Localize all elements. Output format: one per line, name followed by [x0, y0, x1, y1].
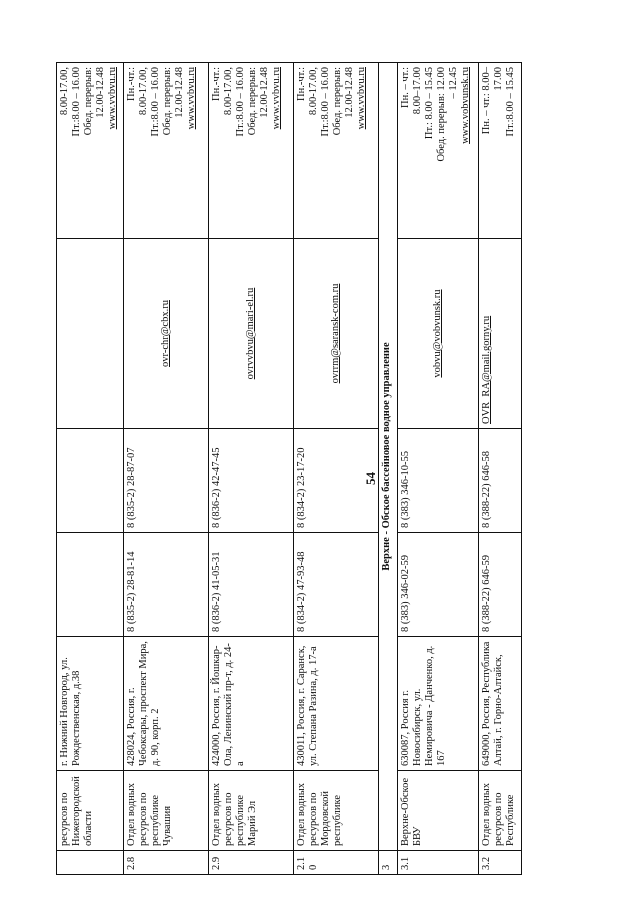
phone: 8 (834-2) 47-93-48 — [294, 533, 379, 637]
website-link[interactable]: www.vobvunsk.ru — [460, 67, 471, 144]
row-number: 3.1 — [398, 851, 479, 875]
address: 649000, Россия, Республика Алтай, г. Горно-Алтайск, — [479, 637, 522, 771]
website-link[interactable]: www.vvbvu.ru — [186, 67, 197, 130]
hours-line: Пт.:8.00 – 16.00 — [71, 67, 82, 137]
address: 424000, Россия, г. Йошкар-Ола, Ленинский пр-т, д. 24-а — [209, 637, 294, 771]
department-name: Отдел водных ресурсов по республике Чувашия — [124, 771, 209, 851]
fax: 8 (383) 346-10-55 — [398, 429, 479, 533]
fax: 8 (835-2) 28-87-07 — [124, 429, 209, 533]
table-row — [398, 63, 479, 875]
hours-line: 12.00-12.48 — [174, 67, 185, 118]
email-link[interactable]: ovrvvbvu@mari-el.ru — [209, 239, 294, 429]
hours-line: Пт.:8.00 – 16.00 — [150, 67, 161, 137]
department-name: Отдел водных ресурсов по республике Марий Эл — [209, 771, 294, 851]
row-number: 3 — [379, 851, 398, 875]
fax: 8 (834-2) 23-17-20 — [294, 429, 379, 533]
hours-line: Пн.-чт.: — [126, 67, 137, 101]
hours-line: 8.00–17.00 — [412, 67, 423, 115]
address: 630087, Россия г. Новосибирск, ул. Немировича - Данченко, д. 167 — [398, 637, 479, 771]
row-number: 3.2 — [479, 851, 522, 875]
section-heading: Верхне - Обское бассейновое водное управление — [379, 63, 398, 851]
table-row — [124, 63, 209, 875]
hours-line: 8.00-17.00, — [138, 67, 149, 116]
email-link[interactable] — [57, 239, 124, 429]
phone — [57, 533, 124, 637]
working-hours — [57, 63, 124, 239]
table-row — [294, 63, 379, 875]
table-row — [479, 63, 522, 875]
email-link[interactable]: ovrrm@saransk-com.ru — [294, 239, 379, 429]
department-name: Отдел водных ресурсов по Республике — [479, 771, 522, 851]
email-link[interactable]: vobvu@vobvunsk.ru — [398, 239, 479, 429]
working-hours — [294, 63, 379, 239]
hours-line: Обед. перерыв: — [332, 67, 343, 136]
rotated-page — [20, 45, 516, 885]
page-number: 54 — [363, 472, 378, 485]
hours-line: Пт.:8.00 – 16.00 — [235, 67, 246, 137]
fax: 8 (836-2) 42-47-45 — [209, 429, 294, 533]
hours-line: Пт.:8.00 – 16.00 — [320, 67, 331, 137]
hours-line: 12.00-12.48 — [95, 67, 106, 118]
website-link[interactable]: www.vvbvu.ru — [356, 67, 367, 130]
working-hours — [398, 63, 479, 239]
hours-line: – 12.45 — [448, 67, 459, 99]
hours-line: Обед. перерыв: — [83, 67, 94, 136]
section-row — [379, 63, 398, 875]
phone: 8 (383) 346-02-59 — [398, 533, 479, 637]
fax: 8 (388-22) 646-58 — [479, 429, 522, 533]
hours-line: 8.00-17.00, — [223, 67, 234, 116]
table-row — [57, 63, 124, 875]
contacts-table — [56, 62, 522, 875]
hours-line: Пт.: 8.00 – 15.45 — [424, 67, 435, 140]
department-name: Отдел водных ресурсов по Мордовской республике — [294, 771, 379, 851]
department-name: Верхне-Обское БВУ — [398, 771, 479, 851]
address: 428024, Россия, г. Чебоксары, проспект Мира, д. 90, корп. 2 — [124, 637, 209, 771]
working-hours — [209, 63, 294, 239]
website-link[interactable]: www.vvbvu.ru — [271, 67, 282, 130]
hours-line: Пт.:8.00 – 15.45 — [505, 67, 516, 137]
department-name: ресурсов по Нижегородской области — [57, 771, 124, 851]
phone: 8 (836-2) 41-05-31 — [209, 533, 294, 637]
hours-line: Пн.-чт.: — [296, 67, 307, 101]
row-number: 2.10 — [294, 851, 379, 875]
hours-line: Пн. – чт.: 8.00– — [481, 67, 492, 135]
hours-line: Обед. перерыв: — [247, 67, 258, 136]
hours-line: Пн. – чт.: — [400, 67, 411, 108]
hours-line: 8.00-17.00, — [308, 67, 319, 116]
row-number: 2.8 — [124, 851, 209, 875]
working-hours — [479, 63, 522, 239]
hours-line: Обед. перерыв: 12.00 — [436, 67, 447, 162]
address: г. Нижний Новгород, ул. Рождественская, д.38 — [57, 637, 124, 771]
row-number — [57, 851, 124, 875]
hours-line: 12.00-12.48 — [344, 67, 355, 118]
website-link[interactable]: www.vvbvu.ru — [107, 67, 118, 130]
working-hours — [124, 63, 209, 239]
hours-line: 17.00 — [493, 67, 504, 91]
phone: 8 (835-2) 28-81-14 — [124, 533, 209, 637]
hours-line: Обед. перерыв: — [162, 67, 173, 136]
hours-line: Пн.-чт.: — [211, 67, 222, 101]
phone: 8 (388-22) 646-59 — [479, 533, 522, 637]
table-row — [209, 63, 294, 875]
address: 430011, Россия, г. Саранск, ул. Степана Разина, д. 17-а — [294, 637, 379, 771]
fax — [57, 429, 124, 533]
hours-line: 12.00-12.48 — [259, 67, 270, 118]
hours-line: 8.00-17.00, — [59, 67, 70, 116]
email-link[interactable]: ovr-chr@cbx.ru — [124, 239, 209, 429]
row-number: 2.9 — [209, 851, 294, 875]
email-link[interactable]: OVR_RA@mail.gorny.ru — [479, 239, 522, 429]
